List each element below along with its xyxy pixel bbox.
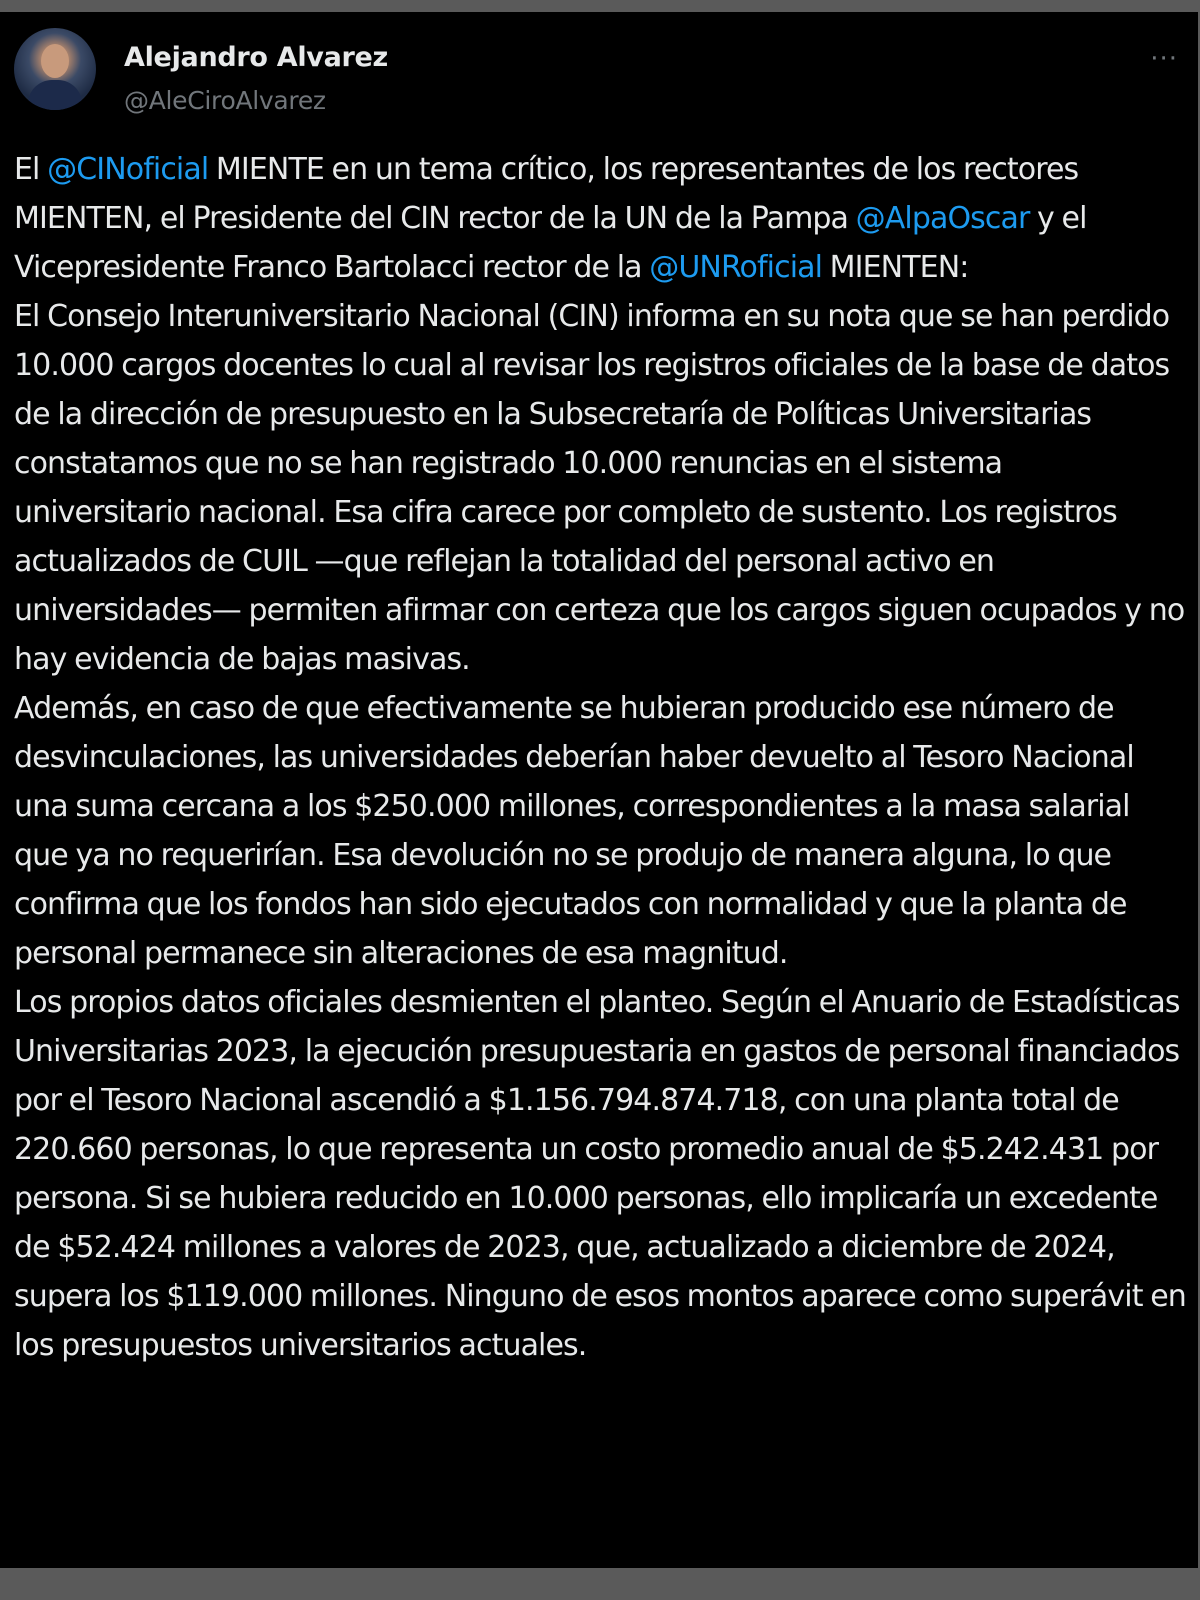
tweet-paragraph-4: Los propios datos oficiales desmienten el planteo. Según el Anuario de Estadísticas Universitarias 2023, la ejecución presupuestaria en gastos de personal financiados por el Tesoro Nacional ascendió a $1.156.794.874.718, con una planta total de 220.660 personas, lo que representa un costo promedio anual de $5.242.431 por persona. Si se hubiera reducido en 10.000 personas, ello implicaría un excedente de $52.424 millones a valores de 2023, que, actualizado a diciembre de 2024, supera los $119.000 millones. Ninguno de esos montos aparece como superávit en los presupuestos universitarios actuales. — [14, 985, 1186, 1363]
mention-unroficial[interactable]: @UNRoficial — [649, 250, 823, 285]
tweet-paragraph-2: El Consejo Interuniversitario Nacional (CIN) informa en su nota que se han perdido 10.000 cargos docentes lo cual al revisar los registros oficiales de la base de datos de la dirección de presupuesto en la Subsecretaría de Políticas Universitarias constatamos que no se han registrado 10.000 renuncias en el sistema universitario nacional. Esa cifra carece por completo de sustento. Los registros actualizados de CUIL —que reflejan la totalidad del personal activo en universidades— permiten afirmar con certeza que los cargos siguen ocupados y no hay evidencia de bajas masivas. — [14, 299, 1185, 677]
avatar-face — [41, 44, 69, 78]
ellipsis-icon[interactable]: ··· — [1150, 44, 1178, 74]
tweet-card — [0, 12, 1198, 1568]
avatar[interactable] — [14, 28, 96, 110]
avatar-shirt — [28, 80, 82, 110]
text-segment: El — [14, 152, 48, 187]
author-handle[interactable]: @AleCiroAlvarez — [124, 86, 326, 115]
tweet-text — [14, 145, 1186, 1370]
author-name[interactable]: Alejandro Alvarez — [124, 42, 388, 73]
tweet-header — [12, 26, 1184, 126]
mention-cinoficial[interactable]: @CINoficial — [47, 152, 209, 187]
tweet-paragraph-1 — [14, 145, 1186, 292]
text-segment: MIENTEN: — [822, 250, 969, 285]
tweet-paragraph-3: Además, en caso de que efectivamente se hubieran producido ese número de desvinculaciones, las universidades deberían haber devuelto al Tesoro Nacional una suma cercana a los $250.000 millones, correspondientes a la masa salarial que ya no requerirían. Esa devolución no se produjo de manera alguna, lo que confirma que los fondos han sido ejecutados con normalidad y que la planta de personal permanece sin alteraciones de esa magnitud. — [14, 691, 1134, 971]
mention-alpaoscar[interactable]: @AlpaOscar — [855, 201, 1030, 236]
text-segment: MIENTE en un tema crítico, los representantes de los rectores MIENTEN, el Presidente del CIN rector de la UN de la Pampa — [14, 152, 1079, 236]
text-segment: y el Vicepresidente Franco Bartolacci rector de la — [14, 201, 1087, 285]
